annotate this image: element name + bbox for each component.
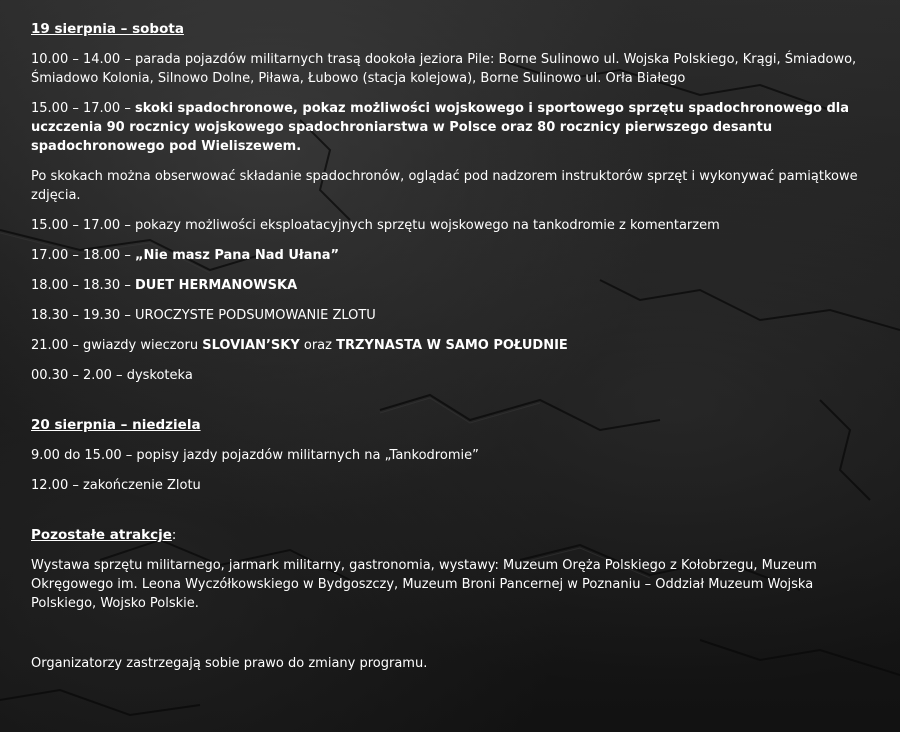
other-attractions-title: Pozostałe atrakcje: [31, 527, 172, 543]
other-attractions-colon: :: [171, 528, 177, 543]
stars-band-1: SLOVIAN’SKY: [202, 338, 300, 353]
duet-time: 18.00 – 18.30 –: [31, 278, 135, 293]
ulan-title: „Nie masz Pana Nad Ułana”: [134, 248, 340, 263]
ulan-time: 17.00 – 18.00 –: [31, 248, 135, 263]
day2-closing-item: 12.00 – zakończenie Zlotu: [31, 478, 201, 493]
day1-after-jumps-item: Po skokach można obserwować składanie spadochronów, oglądać pod nadzorem instruktorów sprzęt i wykonywać pamiątkowe zdjęcia.: [31, 169, 858, 203]
day1-stars-item: [31, 336, 871, 355]
parachute-description: skoki spadochronowe, pokaz możliwości wojskowego i sportowego sprzętu spadochronowego dla uczczenia 90 rocznicy wojskowego spadochroniarstwa w Polsce oraz 80 rocznicy pierwszego desantu spadochronowego pod Wieliszewem.: [31, 101, 850, 154]
other-attractions-text: Wystawa sprzętu militarnego, jarmark militarny, gastronomia, wystawy: Muzeum Oręża Polskiego z Kołobrzegu, Muzeum Okręgowego im. Leona Wyczółkowskiego w Bydgoszczy, Muzeum Broni Pancernej w Poznaniu – Oddział Muzeum Wojska Polskiego, Wojsko Polskie.: [31, 558, 817, 611]
day1-summary-item: 18.30 – 19.30 – UROCZYSTE PODSUMOWANIE ZLOTU: [31, 308, 376, 323]
day1-heading: 19 sierpnia – sobota: [31, 21, 184, 37]
event-program: [31, 20, 871, 673]
day1-parachute-item: [31, 99, 871, 156]
stars-time: 21.00 – gwiazdy wieczoru: [31, 338, 203, 353]
day1-disco-item: 00.30 – 2.00 – dyskoteka: [31, 368, 193, 383]
stars-band-2: TRZYNASTA W SAMO POŁUDNIE: [336, 338, 568, 353]
parachute-time: 15.00 – 17.00 –: [31, 101, 135, 116]
day2-driving-item: 9.00 do 15.00 – popisy jazdy pojazdów militarnych na „Tankodromie”: [31, 448, 479, 463]
day1-ulan-item: [31, 246, 871, 265]
day1-tankodrome-item: 15.00 – 17.00 – pokazy możliwości eksploatacyjnych sprzętu wojskowego na tankodromie z komentarzem: [31, 218, 720, 233]
other-attractions-heading: [31, 526, 871, 545]
day1-duet-item: [31, 276, 871, 295]
organizer-note: Organizatorzy zastrzegają sobie prawo do zmiany programu.: [31, 656, 428, 671]
stars-conjunction: oraz: [299, 338, 337, 353]
duet-title: DUET HERMANOWSKA: [134, 278, 298, 293]
day1-parade-item: 10.00 – 14.00 – parada pojazdów militarnych trasą dookoła jeziora Pile: Borne Sulinowo ul. Wojska Polskiego, Krągi, Śmiadowo, Śmiadowo Kolonia, Silnowo Dolne, Piława, Łubowo (stacja kolejowa), Borne Sulinowo ul. Orła Białego: [31, 52, 857, 86]
day2-heading: 20 sierpnia – niedziela: [31, 417, 201, 433]
